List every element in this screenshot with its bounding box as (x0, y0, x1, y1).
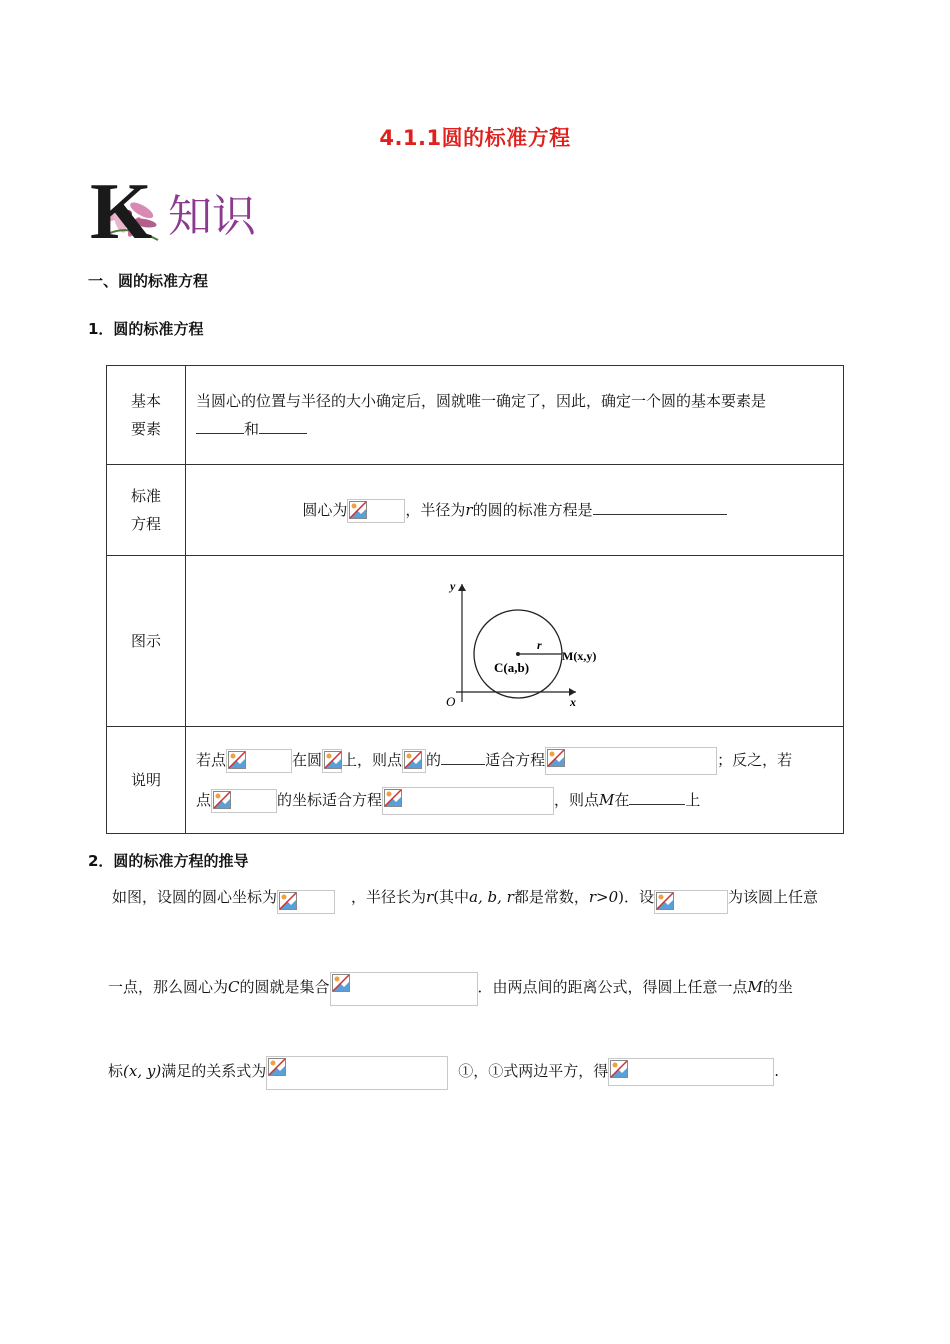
broken-image-icon (266, 1056, 448, 1090)
table-row (107, 727, 844, 834)
knowledge-table (106, 365, 844, 834)
axis-y-label: y (450, 579, 456, 593)
row-label: 基本要素 (107, 366, 186, 465)
broken-image-icon (322, 749, 342, 773)
logo-letter: K (90, 168, 153, 256)
table-row (107, 556, 844, 727)
origin-label: O (446, 694, 456, 706)
subsection-heading: 1．圆的标准方程 (88, 320, 204, 338)
row-label: 图示 (107, 556, 186, 727)
blank (629, 786, 685, 805)
row-content (186, 366, 844, 465)
logo-text: 知识 (168, 191, 256, 242)
point-m-label: M(x,y) (562, 649, 597, 663)
blank (259, 415, 307, 434)
broken-image-icon (211, 789, 277, 813)
derivation-line-3: 标(x, y)满足的关系式为 ①，①式两边平方，得 . (108, 1056, 878, 1090)
basic-elements-text: 当圆心的位置与半径的大小确定后，圆就唯一确定了，因此，确定一个圆的基本要素是 (196, 392, 767, 410)
subsection-heading: 2．圆的标准方程的推导 (88, 852, 249, 870)
broken-image-icon (654, 890, 728, 914)
row-content: 若点 在圆 上，则点 的 适合方程 ；反之，若 点 的坐标适合方程 ，则点M在 上 (186, 727, 844, 834)
blank (196, 415, 244, 434)
row-label: 标准方程 (107, 465, 186, 556)
broken-image-icon (382, 787, 554, 815)
broken-image-icon (226, 749, 292, 773)
broken-image-icon (330, 972, 478, 1006)
circle-diagram (436, 576, 636, 706)
broken-image-icon (402, 749, 426, 773)
broken-image-icon (277, 890, 335, 914)
derivation-line-2: 一点，那么圆心为C的圆就是集合 ．由两点间的距离公式，得圆上任意一点M的坐 (108, 972, 878, 1006)
row-content (186, 556, 844, 727)
and-text: 和 (244, 420, 260, 438)
blank (441, 746, 485, 765)
table-row (107, 465, 844, 556)
axis-x-label: x (570, 695, 576, 706)
broken-image-icon (608, 1058, 774, 1086)
blank (593, 496, 727, 515)
broken-image-icon (347, 499, 405, 523)
center-label: C(a,b) (494, 660, 530, 675)
broken-image-icon (545, 747, 717, 775)
section-heading: 一、圆的标准方程 (88, 272, 209, 290)
page-title: 4.1.1圆的标准方程 (379, 126, 571, 150)
derivation-line-1: 如图，设圆的圆心坐标为 ，半径长为r(其中a, b, r都是常数，r>0)．设 为该圆上任意 (112, 884, 872, 914)
table-row (107, 366, 844, 465)
radius-label: r (537, 638, 542, 652)
row-label: 说明 (107, 727, 186, 834)
row-content: 圆心为 ，半径为r的圆的标准方程是 (186, 465, 844, 556)
